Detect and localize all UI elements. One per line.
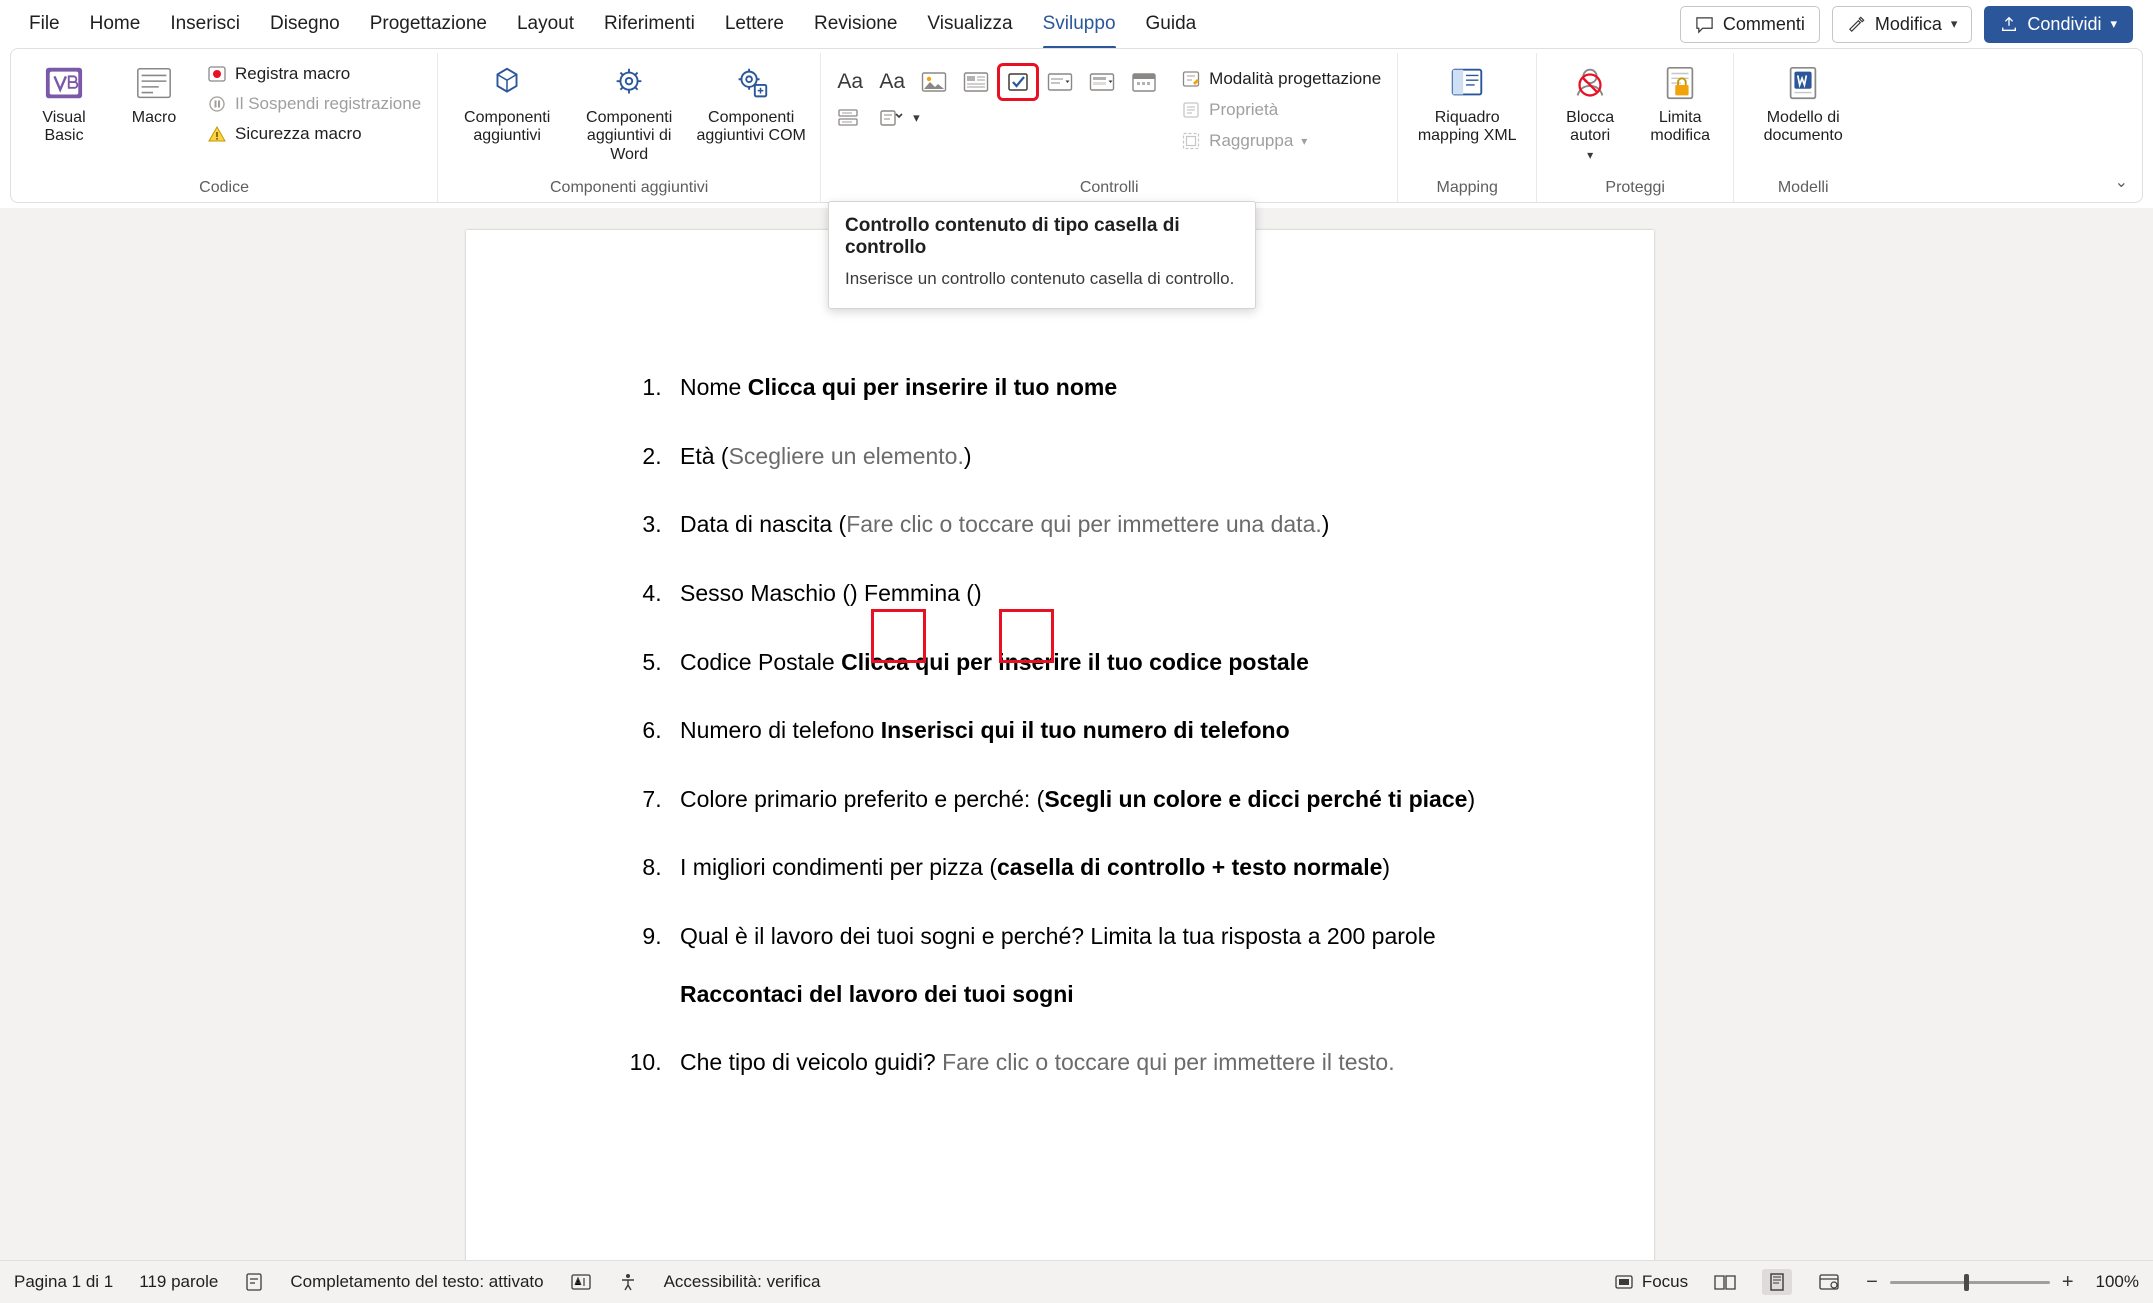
tab-guida[interactable]: Guida (1145, 13, 1197, 34)
group-label-mapping: Mapping (1436, 179, 1498, 196)
tab-home[interactable]: Home (89, 13, 141, 34)
macro-security-button[interactable] (201, 120, 427, 148)
read-mode-button[interactable] (1710, 1269, 1740, 1295)
group-label-modelli: Modelli (1777, 179, 1829, 196)
controls-side-commands (1167, 65, 1387, 155)
visual-basic-icon (43, 62, 85, 106)
design-mode-icon (1181, 69, 1201, 89)
macro-icon (133, 62, 175, 106)
print-layout-button[interactable] (1762, 1269, 1792, 1295)
design-mode-button[interactable] (1175, 65, 1387, 93)
macro-label: Macro (131, 109, 177, 126)
q10-control-veicolo[interactable]: Fare clic o toccare qui per immettere il testo. (942, 1049, 1395, 1076)
list-item[interactable] (668, 782, 1594, 818)
group-label-codice: Codice (199, 179, 249, 196)
block-authors-button[interactable] (1547, 57, 1633, 168)
picture-control-button[interactable] (915, 65, 953, 99)
list-item[interactable] (668, 919, 1594, 1012)
group-label-controlli: Controlli (1079, 179, 1139, 196)
checkbox-icon (1006, 71, 1030, 93)
status-bar-right (1614, 1269, 2139, 1295)
accessibility-status[interactable]: Accessibilità: verifica (663, 1272, 821, 1291)
list-item[interactable] (668, 1045, 1594, 1081)
share-label: Condividi (2027, 13, 2102, 34)
text-prediction-status[interactable]: Completamento del testo: attivato (290, 1272, 544, 1291)
list-item[interactable] (668, 713, 1594, 749)
collapse-ribbon-icon[interactable]: ⌄ (2114, 174, 2128, 191)
properties-icon (1181, 100, 1201, 120)
q1-text: Nome (680, 374, 748, 400)
ribbon-group-proteggi (1537, 53, 1734, 202)
record-macro-button[interactable] (201, 60, 427, 88)
zoom-level[interactable]: 100% (2095, 1272, 2139, 1291)
document-body (618, 370, 1594, 1114)
tab-file[interactable]: File (29, 13, 60, 34)
properties-label: Proprietà (1209, 100, 1279, 119)
block-authors-icon (1569, 62, 1611, 106)
combo-box-icon (1047, 71, 1073, 93)
picture-icon (921, 71, 947, 93)
q3-control-data-nascita[interactable]: Fare clic o toccare qui per immettere una data. (846, 511, 1322, 538)
combo-box-control-button[interactable] (1041, 65, 1079, 99)
date-picker-icon (1131, 71, 1157, 93)
list-item[interactable] (668, 850, 1594, 886)
q8-control-pizza[interactable]: casella di controllo + testo normale (997, 854, 1383, 881)
zoom-thumb[interactable] (1964, 1274, 1969, 1291)
page-indicator[interactable]: Pagina 1 di 1 (14, 1272, 114, 1291)
group-label-componenti-aggiuntivi: Componenti aggiuntivi (550, 179, 709, 196)
tab-inserisci[interactable]: Inserisci (170, 13, 240, 34)
q9-control-lavoro-sogni[interactable]: Raccontaci del lavoro dei tuoi sogni (680, 980, 1074, 1007)
legacy-tools-chevron-icon[interactable]: ▾ (913, 110, 920, 125)
q3-text-end: ) (1321, 511, 1330, 538)
building-block-icon (963, 71, 989, 93)
addins-button[interactable] (448, 57, 566, 151)
addins-icon (485, 62, 529, 106)
checkbox-highlight-maschio (871, 609, 926, 663)
repeating-section-icon (837, 107, 863, 129)
share-button[interactable] (1984, 6, 2133, 43)
pause-recording-label: Il Sospendi registrazione (235, 94, 422, 113)
q3-text: Data di nascita ( (680, 511, 847, 538)
list-item[interactable] (668, 370, 1594, 406)
comment-icon (1695, 15, 1714, 34)
q7-control-colore[interactable]: Scegli un colore e dicci perché ti piace (1044, 785, 1468, 812)
editing-mode-label: Modifica (1874, 13, 1942, 34)
share-icon (2000, 15, 2018, 33)
chevron-down-icon: ▾ (1301, 134, 1308, 148)
com-addins-label: Componenti aggiuntivi COM (696, 109, 806, 145)
tab-sviluppo[interactable]: Sviluppo (1028, 6, 1131, 42)
proofing-icon[interactable] (244, 1272, 264, 1292)
pause-recording-button (201, 90, 427, 118)
tab-disegno[interactable]: Disegno (270, 13, 340, 34)
legacy-tools-icon (879, 107, 905, 129)
building-block-control-button[interactable] (957, 65, 995, 99)
pause-recording-icon (207, 94, 227, 114)
com-addins-icon (729, 62, 773, 106)
list-item[interactable] (668, 576, 1594, 612)
properties-button (1175, 96, 1387, 124)
checkbox-control-tooltip (828, 201, 1256, 309)
list-item[interactable] (668, 645, 1594, 681)
focus-label: Focus (1641, 1272, 1689, 1291)
chevron-down-icon: ▾ (2110, 16, 2117, 31)
xml-mapping-pane-button[interactable] (1408, 57, 1526, 151)
record-macro-label: Registra macro (235, 64, 351, 83)
q2-text: Età ( (680, 442, 729, 469)
q1-control-nome[interactable]: Clicca qui per inserire il tuo nome (747, 374, 1118, 400)
tab-layout[interactable]: Layout (516, 13, 575, 34)
accessibility-icon[interactable] (618, 1272, 638, 1292)
document-template-button[interactable] (1744, 57, 1862, 151)
restrict-editing-label: Limita modifica (1650, 109, 1710, 145)
macro-security-icon (207, 124, 227, 144)
drop-down-icon (1089, 71, 1115, 93)
group-label-proteggi: Proteggi (1605, 179, 1665, 196)
date-picker-control-button[interactable] (1125, 65, 1163, 99)
xml-mapping-pane-icon (1445, 62, 1489, 106)
q2-control-eta[interactable]: Scegliere un elemento. (728, 442, 964, 469)
word-count[interactable]: 119 parole (139, 1272, 219, 1291)
tab-lettere[interactable]: Lettere (724, 13, 784, 34)
visual-basic-label: Visual Basic (42, 109, 86, 145)
macro-security-label: Sicurezza macro (235, 124, 362, 143)
drop-down-list-control-button[interactable] (1083, 65, 1121, 99)
rich-text-control-button[interactable] (831, 65, 869, 99)
ribbon-group-mapping (1398, 53, 1537, 202)
document-template-icon (1781, 62, 1825, 106)
restrict-editing-icon (1659, 62, 1701, 106)
pencil-icon (1847, 15, 1866, 34)
chevron-down-icon: ▾ (1950, 16, 1958, 31)
legacy-tools-control-button[interactable] (873, 101, 911, 135)
tab-progettazione[interactable]: Progettazione (369, 13, 487, 34)
chevron-down-icon[interactable]: ▾ (1587, 147, 1594, 162)
q7-text: Colore primario preferito e perché: ( (680, 785, 1045, 812)
q10-text: Che tipo di veicolo guidi? (680, 1049, 943, 1076)
plain-text-control-button[interactable] (873, 65, 911, 99)
q6-text: Numero di telefono (680, 717, 881, 744)
visual-basic-button[interactable] (21, 57, 107, 151)
q9-text: Qual è il lavoro dei tuoi sogni e perché? Limita la tua risposta a 200 parole (680, 923, 1436, 950)
ribbon-group-modelli (1734, 53, 1872, 202)
ribbon-tab-bar (0, 0, 2153, 48)
web-layout-button[interactable] (1814, 1269, 1844, 1295)
word-addins-label: Componenti aggiuntivi di Word (586, 109, 673, 163)
list-item[interactable] (668, 439, 1594, 475)
tab-visualizza[interactable]: Visualizza (927, 13, 1013, 34)
q4-text-sesso: Sesso Maschio () Femmina () (680, 579, 982, 606)
com-addins-button[interactable] (692, 57, 810, 151)
question-list (618, 370, 1594, 1081)
comments-label: Commenti (1722, 13, 1805, 34)
q5-control-codice-postale[interactable]: Clicca qui per inserire il tuo codice postale (841, 648, 1309, 675)
restrict-editing-button[interactable] (1637, 57, 1723, 151)
q7-text-end: ) (1467, 785, 1476, 812)
word-addins-button[interactable] (570, 57, 688, 169)
ribbon-group-componenti-aggiuntivi (438, 53, 821, 202)
focus-icon (1614, 1272, 1634, 1292)
zoom-out-icon[interactable]: − (1866, 1270, 1878, 1293)
q6-control-telefono[interactable]: Inserisci qui il tuo numero di telefono (880, 717, 1290, 744)
word-addins-icon (607, 62, 651, 106)
tooltip-body: Inserisce un controllo contenuto casella di controllo. (845, 269, 1235, 288)
ribbon (10, 48, 2143, 203)
xml-mapping-pane-label: Riquadro mapping XML (1417, 109, 1517, 145)
zoom-slider[interactable] (1866, 1271, 2073, 1294)
document-canvas (0, 208, 2153, 1260)
document-template-label: Modello di documento (1763, 109, 1843, 145)
plain-text-icon: Aa (879, 70, 906, 93)
addins-label: Componenti aggiuntivi (464, 109, 551, 145)
checkbox-control-button[interactable] (999, 65, 1037, 99)
document-page[interactable] (466, 230, 1654, 1270)
focus-button[interactable] (1614, 1272, 1688, 1292)
tab-revisione[interactable]: Revisione (813, 13, 898, 34)
design-mode-label: Modalità progettazione (1209, 69, 1382, 88)
rich-text-icon: Aa (837, 70, 864, 93)
group-icon (1181, 131, 1201, 151)
q5-text: Codice Postale (680, 648, 842, 675)
ribbon-group-codice (11, 53, 438, 202)
zoom-in-icon[interactable]: + (2061, 1270, 2074, 1293)
repeating-section-control-button[interactable] (831, 101, 869, 135)
tooltip-title: Controllo contenuto di tipo casella di controllo (845, 215, 1180, 258)
list-item[interactable] (668, 507, 1594, 543)
group-label: Raggruppa (1209, 131, 1294, 150)
q2-text-end: ) (963, 442, 972, 469)
editing-mode-button[interactable] (1832, 6, 1973, 43)
titlebar-actions (1680, 6, 2139, 43)
q8-text-end: ) (1382, 854, 1391, 881)
q8-text: I migliori condimenti per pizza ( (680, 854, 998, 881)
status-bar (0, 1260, 2153, 1303)
comments-button[interactable] (1680, 6, 1820, 43)
ribbon-group-controlli (821, 53, 1398, 202)
checkbox-highlight-femmina (999, 609, 1054, 663)
tab-riferimenti[interactable]: Riferimenti (604, 13, 695, 34)
record-macro-icon (207, 64, 227, 84)
controls-gallery (831, 65, 1163, 135)
language-icon[interactable] (570, 1272, 592, 1292)
macro-button[interactable] (111, 57, 197, 132)
group-button (1175, 127, 1387, 155)
block-authors-label: Blocca autori (1566, 109, 1615, 145)
zoom-track[interactable] (1890, 1281, 2050, 1284)
